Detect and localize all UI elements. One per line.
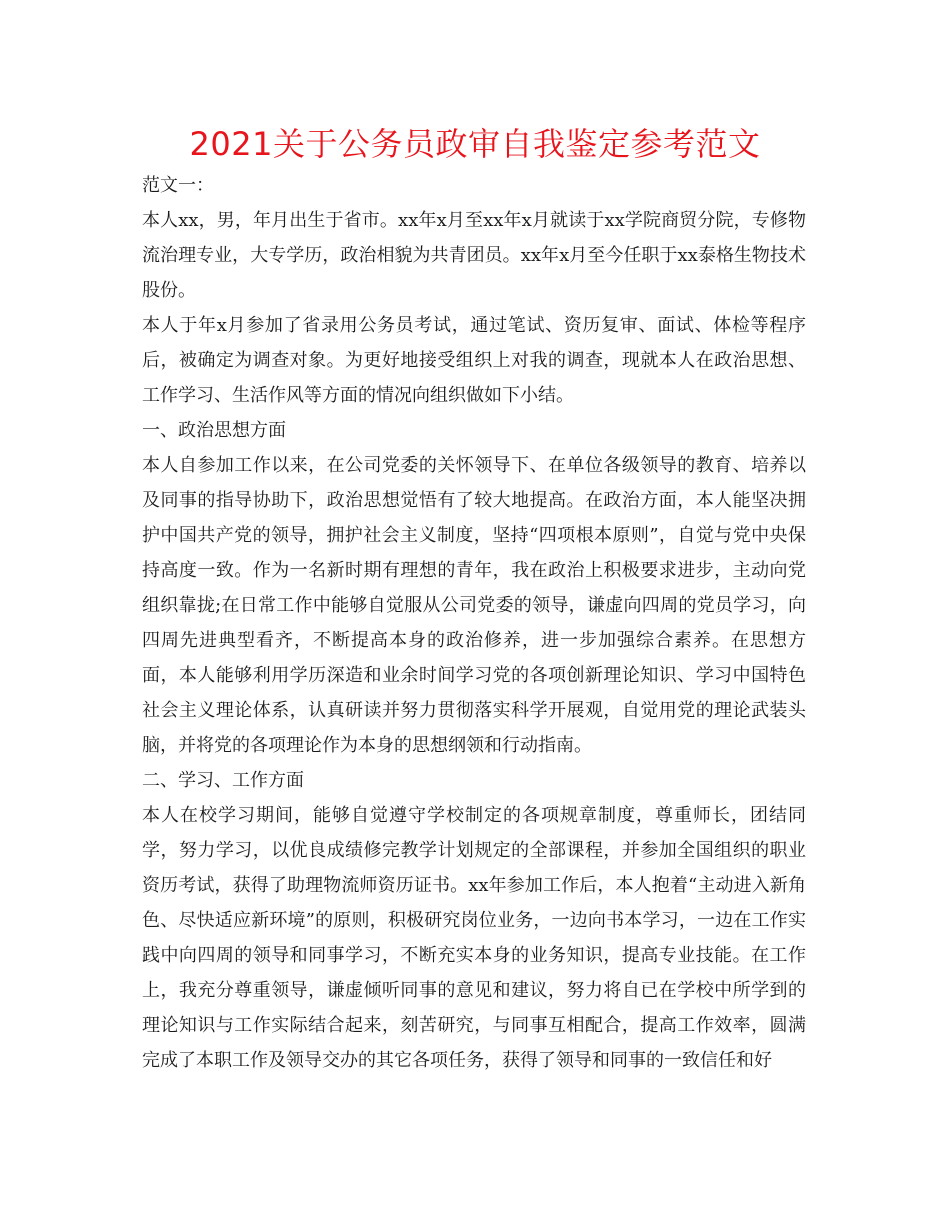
paragraph-study-work: 本人在校学习期间，能够自觉遵守学校制定的各项规章制度，尊重师长，团结同学，努力学习，以优良成绩修完教学计划规定的全部课程，并参加全国组织的职业资历考试，获得了助理物流师资历证书。xx年参加工作后，本人抱着“主动进入新角色、尽快适应新环境”的原则，积极研究岗位业务，一边向书本学习，一边在工作实践中向四周的领导和同事学习，不断充实本身的业务知识，提高专业技能。在工作上，我充分尊重领导，谦虚倾听同事的意见和建议，努力将自已在学校中所学到的理论知识与工作实际结合起来，刻苦研究，与同事互相配合，提高工作效率，圆满完成了本职工作及领导交办的其它各项任务，获得了领导和同事的一致信任和好 bbox=[142, 805, 806, 1071]
paragraph-political: 本人自参加工作以来，在公司党委的关怀领导下、在单位各级领导的教育、培养以及同事的指导协助下，政治思想觉悟有了较大地提高。在政治方面，本人能坚决拥护中国共产党的领导，拥护社会主义制度，坚持“四项根本原则”，自觉与党中央保持高度一致。作为一名新时期有理想的青年，我在政治上积极要求进步，主动向党组织靠拢;在日常工作中能够自觉服从公司党委的领导，谦虚向四周的党员学习，向四周先进典型看齐，不断提高本身的政治修养，进一步加强综合素养。在思想方面，本人能够利用学历深造和业余时间学习党的各项创新理论知识、学习中国特色社会主义理论体系，认真研读并努力贯彻落实科学开展观，自觉用党的理论武装头脑，并将党的各项理论作为本身的思想纲领和行动指南。 bbox=[142, 455, 806, 756]
section-heading-political: 一、政治思想方面 bbox=[142, 420, 286, 441]
paragraph-heading-sample-one: 范文一： bbox=[142, 175, 214, 196]
document-title: 2021关于公务员政审自我鉴定参考范文 bbox=[189, 125, 761, 163]
paragraph-exam-summary: 本人于年x月参加了省录用公务员考试，通过笔试、资历复审、面试、体检等程序后，被确定为调查对象。为更好地接受组织上对我的调查，现就本人在政治思想、工作学习、生活作风等方面的情况向组织做如下小结。 bbox=[142, 315, 806, 406]
paragraph-personal-info: 本人xx，男，年月出生于省市。xx年x月至xx年x月就读于xx学院商贸分院，专修物流治理专业，大专学历，政治相貌为共青团员。xx年x月至今任职于xx泰格生物技术股份。 bbox=[142, 210, 806, 301]
document-body bbox=[142, 168, 806, 1078]
section-heading-study-work: 二、学习、工作方面 bbox=[142, 770, 304, 791]
